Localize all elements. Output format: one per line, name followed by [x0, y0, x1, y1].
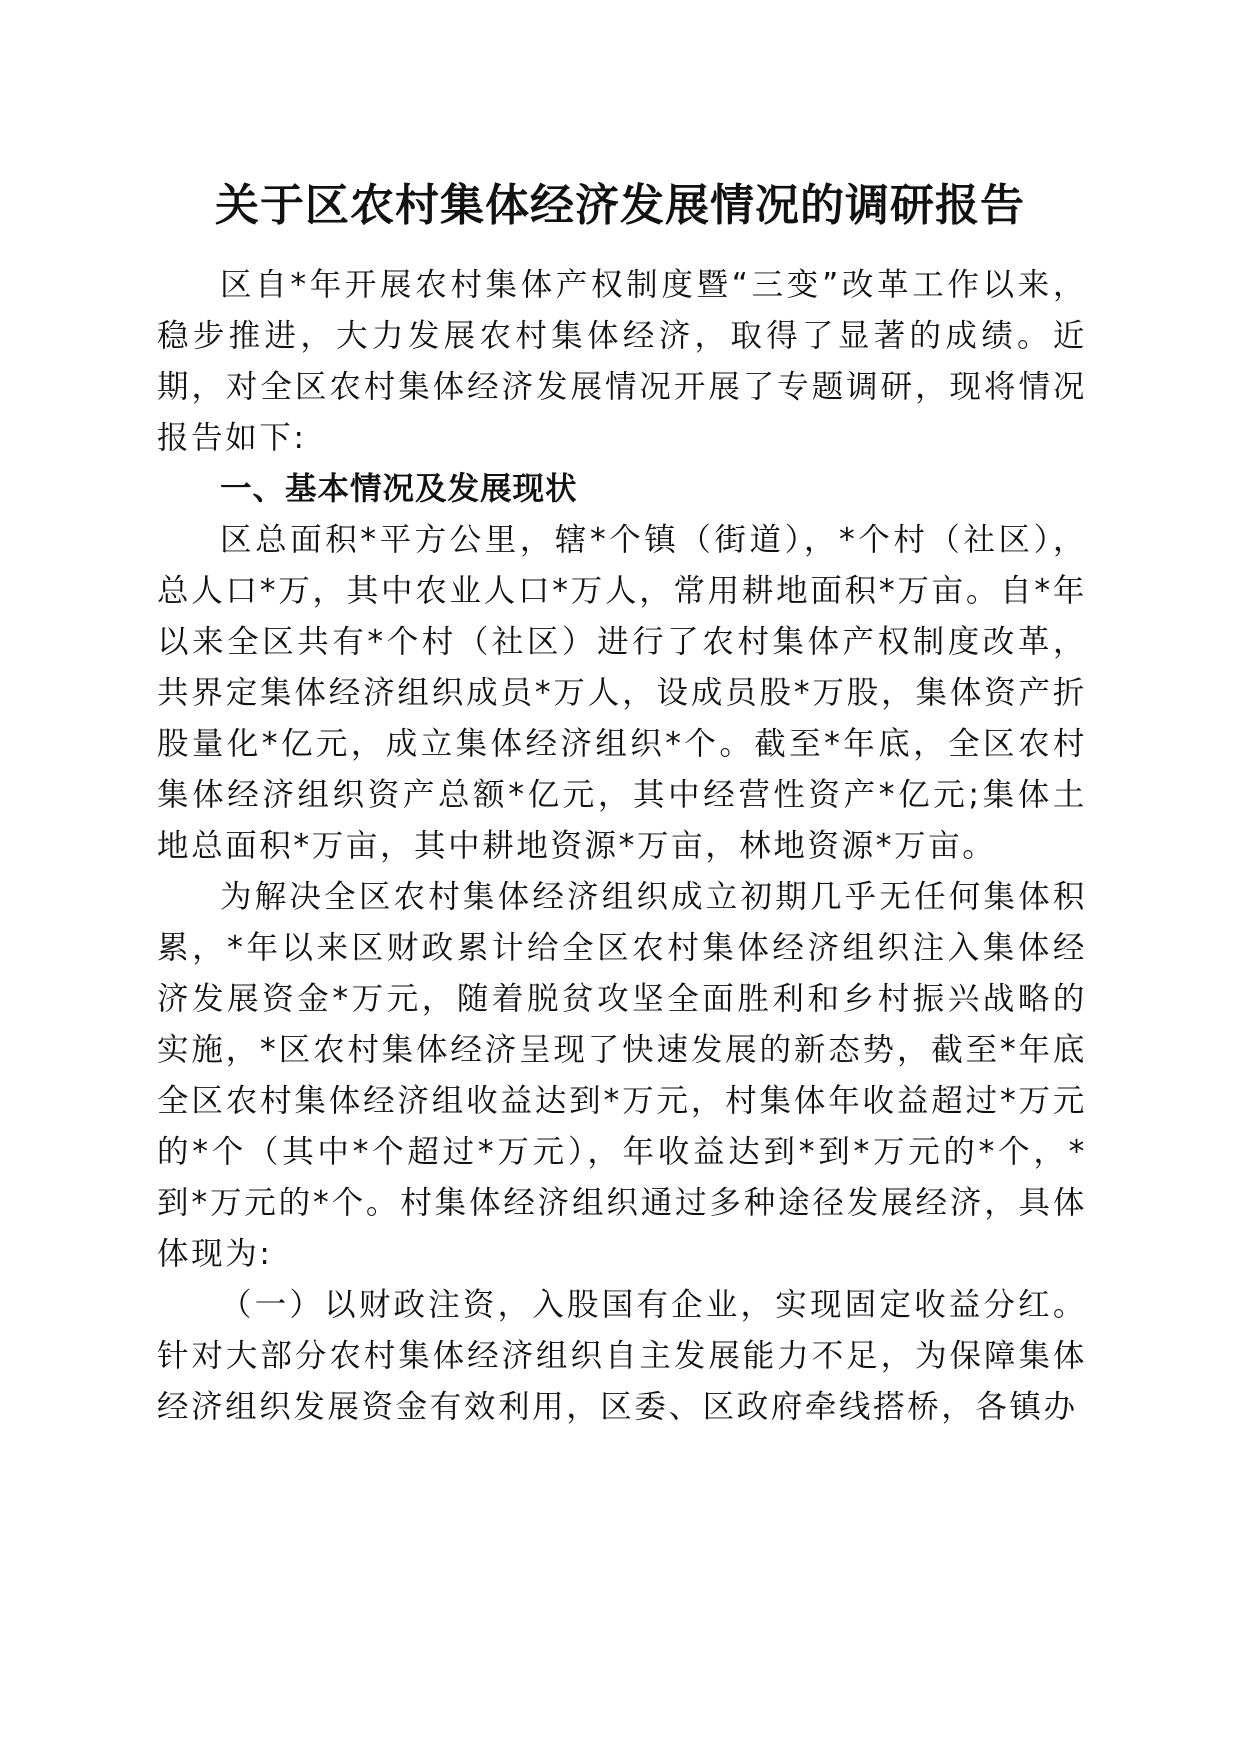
subsection-fiscal-investment-paragraph: （一）以财政注资，入股国有企业，实现固定收益分红。针对大部分农村集体经济组织自主发展能力不足，为保障集体经济组织发展资金有效利用，区委、区政府牵线搭桥，各镇办	[157, 1287, 1087, 1425]
document-body	[157, 260, 1087, 1433]
basic-situation-paragraph: 区总面积*平方公里，辖*个镇（街道），*个村（社区），总人口*万，其中农业人口*万人，常用耕地面积*万亩。自*年以来全区共有*个村（社区）进行了农村集体产权制度改革，共界定集体经济组织成员*万人，设成员股*万股，集体资产折股量化*亿元，成立集体经济组织*个。截至*年底，全区农村集体经济组织资产总额*亿元，其中经营性资产*亿元;集体土地总面积*万亩，其中耕地资源*万亩，林地资源*万亩。	[157, 522, 1087, 864]
section-heading-basic-situation: 一、基本情况及发展现状	[220, 471, 578, 507]
document-title: 关于区农村集体经济发展情况的调研报告	[215, 180, 1025, 231]
development-funding-paragraph: 为解决全区农村集体经济组织成立初期几乎无任何集体积累，*年以来区财政累计给全区农村集体经济组织注入集体经济发展资金*万元，随着脱贫攻坚全面胜利和乡村振兴战略的实施，*区农村集体经济呈现了快速发展的新态势，截至*年底全区农村集体经济组收益达到*万元，村集体年收益超过*万元的*个（其中*个超过*万元），年收益达到*到*万元的*个，*到*万元的*个。村集体经济组织通过多种途径发展经济，具体体现为:	[157, 879, 1087, 1272]
intro-paragraph: 区自*年开展农村集体产权制度暨“三变”改革工作以来，稳步推进，大力发展农村集体经济，取得了显著的成绩。近期，对全区农村集体经济发展情况开展了专题调研，现将情况报告如下:	[157, 267, 1087, 456]
